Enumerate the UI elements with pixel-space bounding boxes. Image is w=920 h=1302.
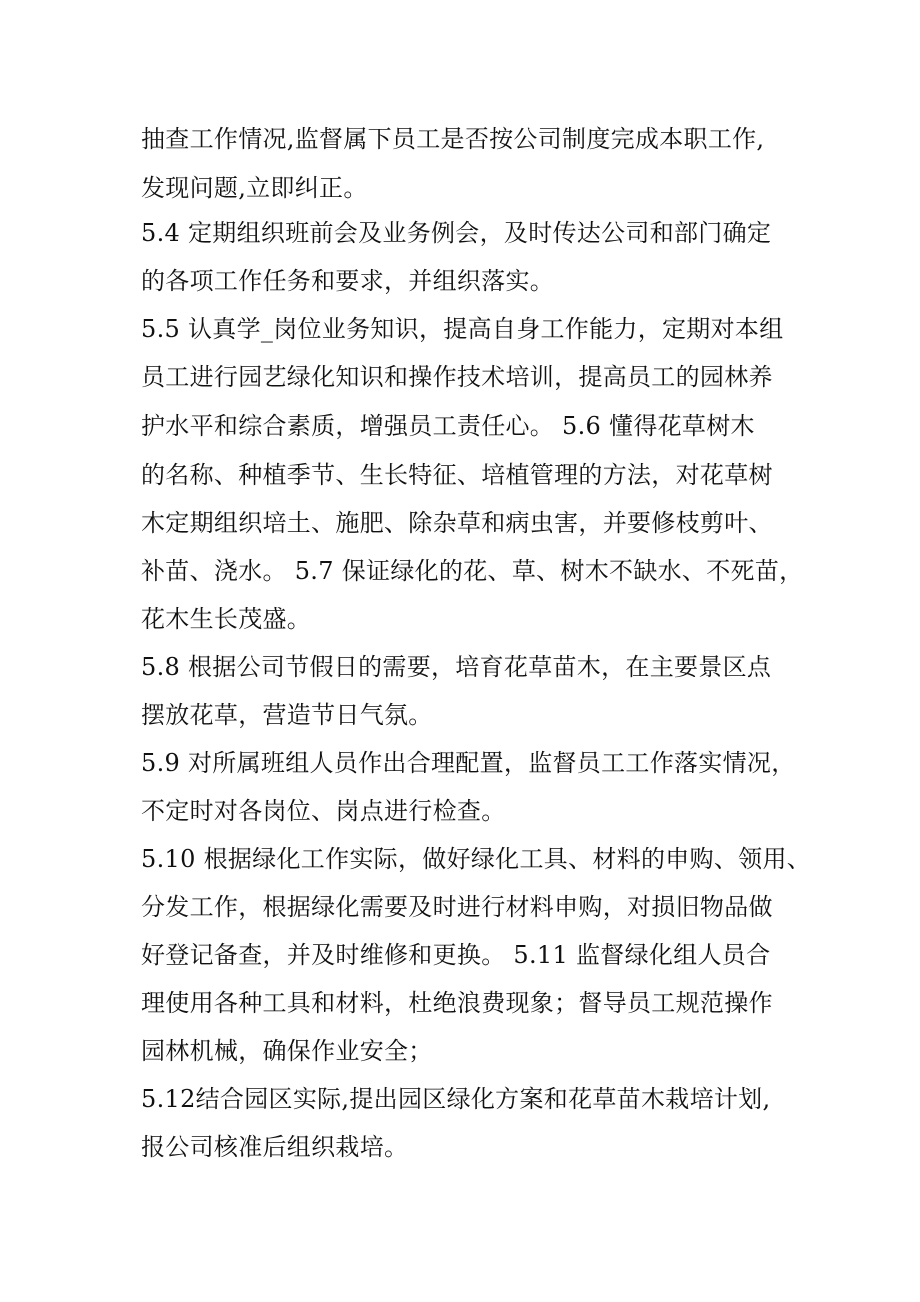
text-line: 园林机械，确保作业安全；	[141, 1037, 433, 1065]
text-line: 5.8 根据公司节假日的需要，培育花草苗木，在主要景区点	[141, 653, 772, 681]
text-line: 员工进行园艺绿化知识和操作技术培训，提高员工的园林养	[141, 363, 773, 391]
text-line: 补苗、浇水。 5.7 保证绿化的花、草、树木不缺水、不死苗，	[141, 557, 804, 585]
text-line: 摆放花草，营造节日气氛。	[141, 701, 433, 729]
text-line: 5.12结合园区实际,提出园区绿化方案和花草苗木栽培计划,	[141, 1085, 771, 1113]
text-line: 木定期组织培土、施肥、除杂草和病虫害，并要修枝剪叶、	[141, 509, 773, 537]
text-line: 5.10 根据绿化工作实际，做好绿化工具、材料的申购、领用、	[141, 845, 812, 873]
text-line: 不定时对各岗位、岗点进行检查。	[141, 797, 506, 825]
text-line: 的各项工作任务和要求，并组织落实。	[141, 267, 555, 295]
text-line: 5.4 定期组织班前会及业务例会，及时传达公司和部门确定	[141, 219, 772, 247]
text-line: 抽查工作情况,监督属下员工是否按公司制度完成本职工作,	[141, 125, 765, 153]
text-line: 的名称、种植季节、生长特征、培植管理的方法，对花草树	[141, 461, 773, 489]
text-line: 5.9 对所属班组人员作出合理配置，监督员工工作落实情况，	[141, 749, 796, 777]
text-line: 花木生长茂盛。	[141, 605, 312, 633]
text-line: 好登记备查，并及时维修和更换。 5.11 监督绿化组人员合	[141, 941, 771, 969]
text-line: 5.5 认真学_岗位业务知识，提高自身工作能力，定期对本组	[141, 315, 784, 343]
text-line: 理使用各种工具和材料，杜绝浪费现象；督导员工规范操作	[141, 989, 773, 1017]
text-line: 发现问题,立即纠正。	[141, 174, 368, 202]
text-line: 报公司核准后组织栽培。	[141, 1133, 409, 1161]
text-line: 分发工作，根据绿化需要及时进行材料申购，对损旧物品做	[141, 893, 773, 921]
text-line: 护水平和综合素质，增强员工责任心。 5.6 懂得花草树木	[141, 412, 755, 440]
